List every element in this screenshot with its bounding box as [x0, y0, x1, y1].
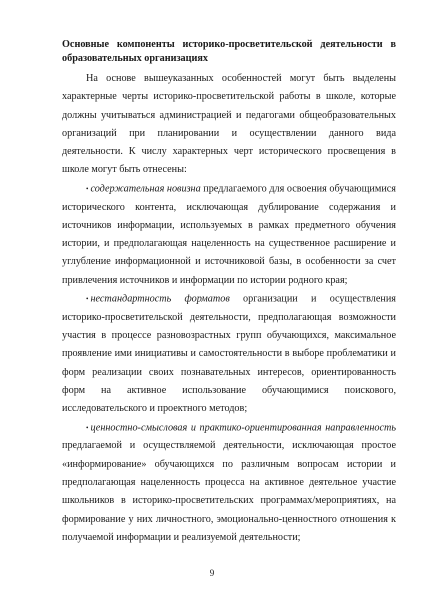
- bullet-icon: •: [86, 184, 89, 193]
- list-item-text: предлагаемой и осуществляемой деятельности, исключающая простое «информирование» обучающихся по различным вопросам истории и предполагающая нацеленность процесса на активное деятельное участие школьников в историко-просветительских программах/мероприятиях, на формирование у них личностного, эмоционально-ценностного отношения к получаемой информации и реализуемой деятельности;: [62, 440, 396, 543]
- page-content: [62, 38, 396, 547]
- list-item-text: организации и осуществления историко-просветительской деятельности, предполагающая возможности участия в процессе разновозрастных групп обучающихся, максимальное проявление ими инициативы и самостоятельности в выборе проблематики и форм реализации своих познавательных интересов, ориентированность форм на активное использование обучающимися поискового, исследовательского и проектного методов;: [62, 293, 396, 415]
- bullet-icon: •: [86, 423, 89, 432]
- list-item-text: предлагаемого для освоения обучающимися исторического контента, исключающая дублирование содержания и источников информации, используемых в рамках предметного обучения истории, и предполагающая нацеленность на существенное расширение и углубление информационной и источниковой базы, в особенности за счет привлечения источников и информации по истории родного края;: [62, 183, 396, 286]
- list-item: [62, 180, 396, 290]
- list-item-term: содержательная новизна: [90, 183, 201, 195]
- intro-paragraph: На основе вышеуказанных особенностей могут быть выделены характерные черты историко-просветительской работы в школе, которые должны учитываться администрацией и педагогами общеобразовательных организаций при планировании и осуществлении данного вида деятельности. К числу характерных черт исторического просвещения в школе могут быть отнесены:: [62, 73, 396, 176]
- bullet-icon: •: [86, 295, 89, 304]
- list-item: [62, 419, 396, 548]
- list-item-term: нестандартность форматов: [90, 293, 230, 305]
- section-heading: Основные компоненты историко-просветительской деятельности в образовательных организациях: [62, 39, 396, 64]
- page-number: 9: [209, 568, 215, 578]
- list-item-term: ценностно-смысловая и практико-ориентированная направленность: [90, 422, 396, 434]
- list-item: [62, 290, 396, 419]
